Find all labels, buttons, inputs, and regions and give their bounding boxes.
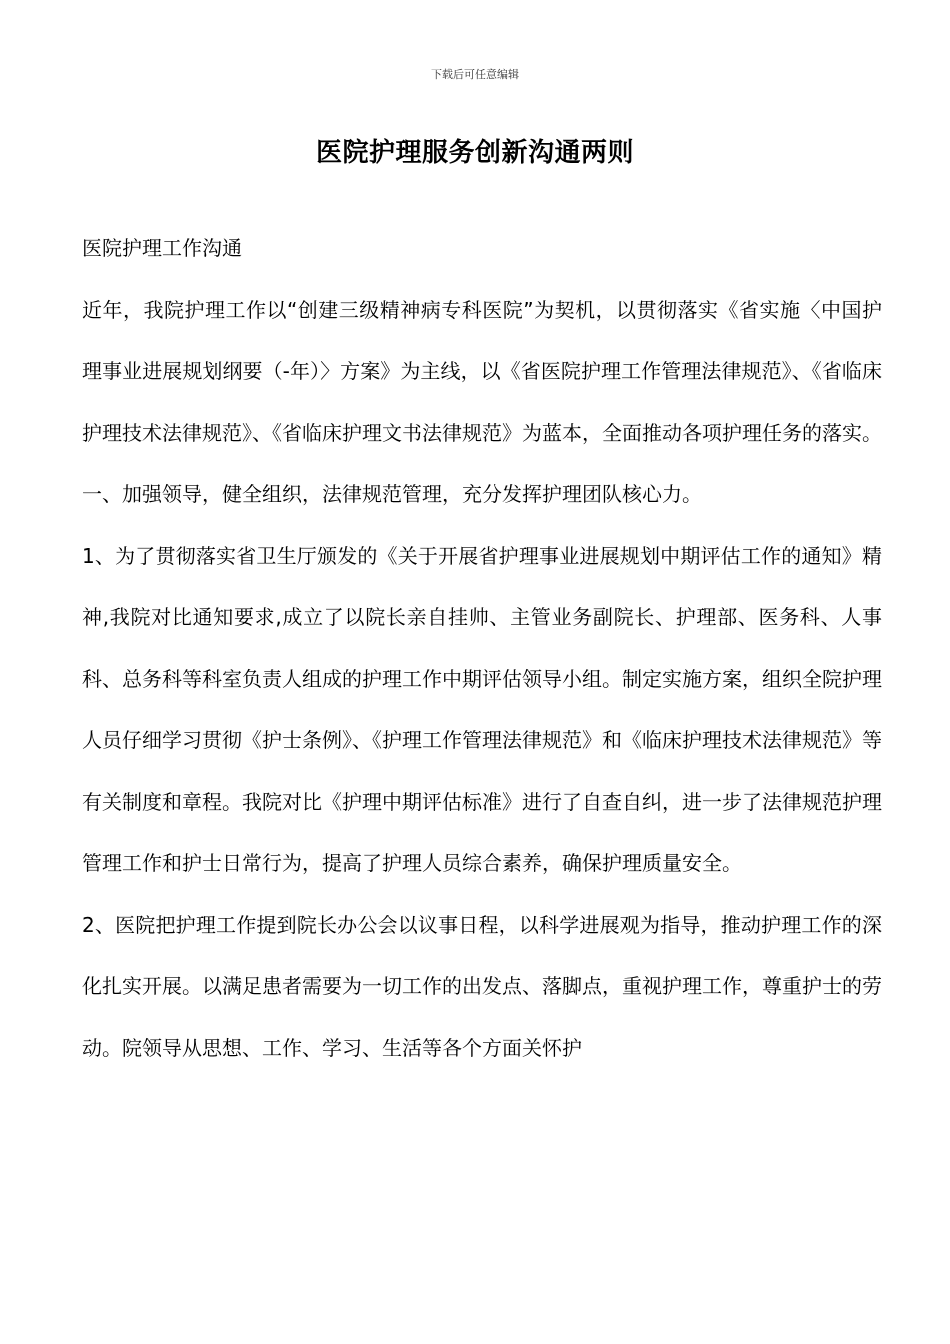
section-subtitle: 医院护理工作沟通	[82, 236, 242, 260]
paragraph-item-2: 2、医院把护理工作提到院长办公会以议事日程，以科学进展观为指导，推动护理工作的深化扎实开展。以满足患者需要为一切工作的出发点、落脚点，重视护理工作，尊重护士的劳动。院领导从思想、工作、学习、生活等各个方面关怀护	[82, 912, 882, 1060]
document-body	[82, 218, 882, 1079]
header-note: 下载后可任意编辑	[431, 68, 519, 81]
paragraph-item-1: 1、为了贯彻落实省卫生厅颁发的《关于开展省护理事业进展规划中期评估工作的通知》精神,我院对比通知要求,成立了以院长亲自挂帅、主管业务副院长、护理部、医务科、人事科、总务科等科室负责人组成的护理工作中期评估领导小组。制定实施方案，组织全院护理人员仔细学习贯彻《护士条例》、《护理工作管理法律规范》和《临床护理技术法律规范》等有关制度和章程。我院对比《护理中期评估标准》进行了自查自纠，进一步了法律规范护理管理工作和护士日常行为，提高了护理人员综合素养，确保护理质量安全。	[82, 543, 882, 875]
paragraph-intro: 近年，我院护理工作以“创建三级精神病专科医院”为契机，以贯彻落实《省实施〈中国护理事业进展规划纲要（-年）〉方案》为主线，以《省医院护理工作管理法律规范》、《省临床护理技术法律规范》、《省临床护理文书法律规范》为蓝本，全面推动各项护理任务的落实。	[82, 297, 882, 445]
document-title: 医院护理服务创新沟通两则	[315, 138, 634, 168]
paragraph-section-heading: 一、加强领导，健全组织，法律规范管理，充分发挥护理团队核心力。	[82, 482, 702, 506]
